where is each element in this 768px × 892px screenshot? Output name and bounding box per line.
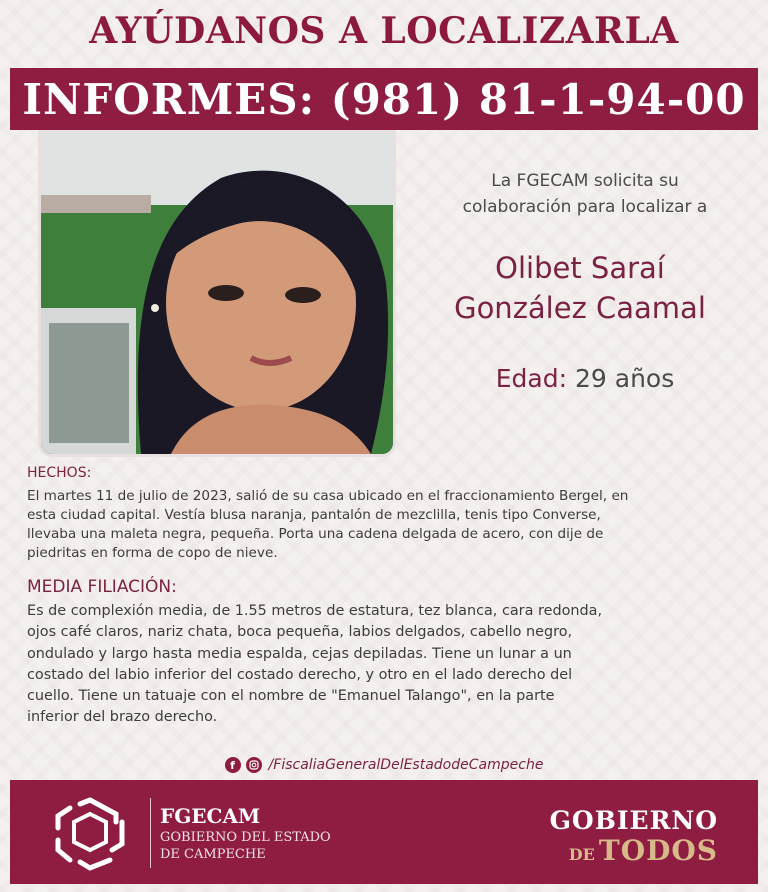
hechos-title: HECHOS: [27, 465, 92, 481]
filiacion-line: Es de complexión media, de 1.55 metros de estatura, tez blanca, cara redonda, [27, 603, 603, 619]
filiacion-line: ondulado y largo hasta media espalda, cejas depiladas. Tiene un lunar a un [27, 645, 572, 662]
informes-phone: INFORMES: (981) 81-1-94-00 [22, 74, 746, 124]
todos-word: TODOS [598, 834, 718, 867]
footer-divider [150, 798, 151, 868]
hechos-line: llevaba una maleta negra, pequeña. Porta una cadena delgada de acero, con dije de [27, 526, 604, 542]
filiacion-title: MEDIA FILIACIÓN: [27, 577, 177, 597]
person-first-name: Olibet Saraí [495, 251, 665, 285]
filiacion-line: inferior del brazo derecho. [27, 709, 218, 726]
hechos-line: El martes 11 de julio de 2023, salió de su casa ubicado en el fraccionamiento Bergel, en [27, 488, 629, 504]
filiacion-line: costado del labio inferior del costado derecho, y otro en el lado derecho del [27, 666, 573, 683]
de-word: DE [568, 845, 595, 864]
footer-banner [10, 780, 758, 884]
social-links [0, 752, 768, 778]
instagram-icon[interactable] [246, 757, 262, 773]
social-handle[interactable]: /FiscaliaGeneralDelEstadodeCampeche [268, 757, 544, 773]
person-photo-illustration [41, 133, 393, 454]
person-last-name: González Caamal [454, 291, 706, 325]
request-line-1: La FGECAM solicita su [491, 171, 679, 191]
facebook-icon[interactable]: f [225, 757, 241, 773]
footer-sub-2: DE CAMPECHE [160, 847, 266, 862]
person-photo [38, 130, 396, 457]
poster-headline: AYÚDANOS A LOCALIZARLA [89, 10, 679, 52]
request-line-2: colaboración para localizar a [462, 197, 708, 217]
request-text [430, 168, 740, 220]
filiacion-line: ojos café claros, nariz chata, boca pequeña, labios delgados, cabello negro, [27, 624, 573, 641]
footer-sub-1: GOBIERNO DEL ESTADO [160, 830, 331, 845]
age-label: Edad: [495, 364, 568, 393]
age-value: 29 años [574, 364, 675, 393]
informes-banner [10, 68, 758, 130]
hechos-line: piedritas en forma de copo de nieve. [27, 545, 278, 561]
hechos-line: esta ciudad capital. Vestía blusa naranja, pantalón de mezclilla, tenis tipo Converse, [27, 507, 601, 523]
footer-org: FGECAM [160, 804, 261, 828]
filiacion-text [27, 601, 752, 729]
gobierno-label: GOBIERNO [549, 806, 718, 835]
filiacion-line: cuello. Tiene un tatuaje con el nombre de "Emanuel Talango", en la parte [27, 688, 555, 705]
fgecam-logo-icon [50, 792, 130, 876]
de-todos-label [569, 834, 718, 867]
person-name [410, 248, 750, 328]
hechos-text [27, 487, 752, 563]
person-age [430, 364, 740, 393]
